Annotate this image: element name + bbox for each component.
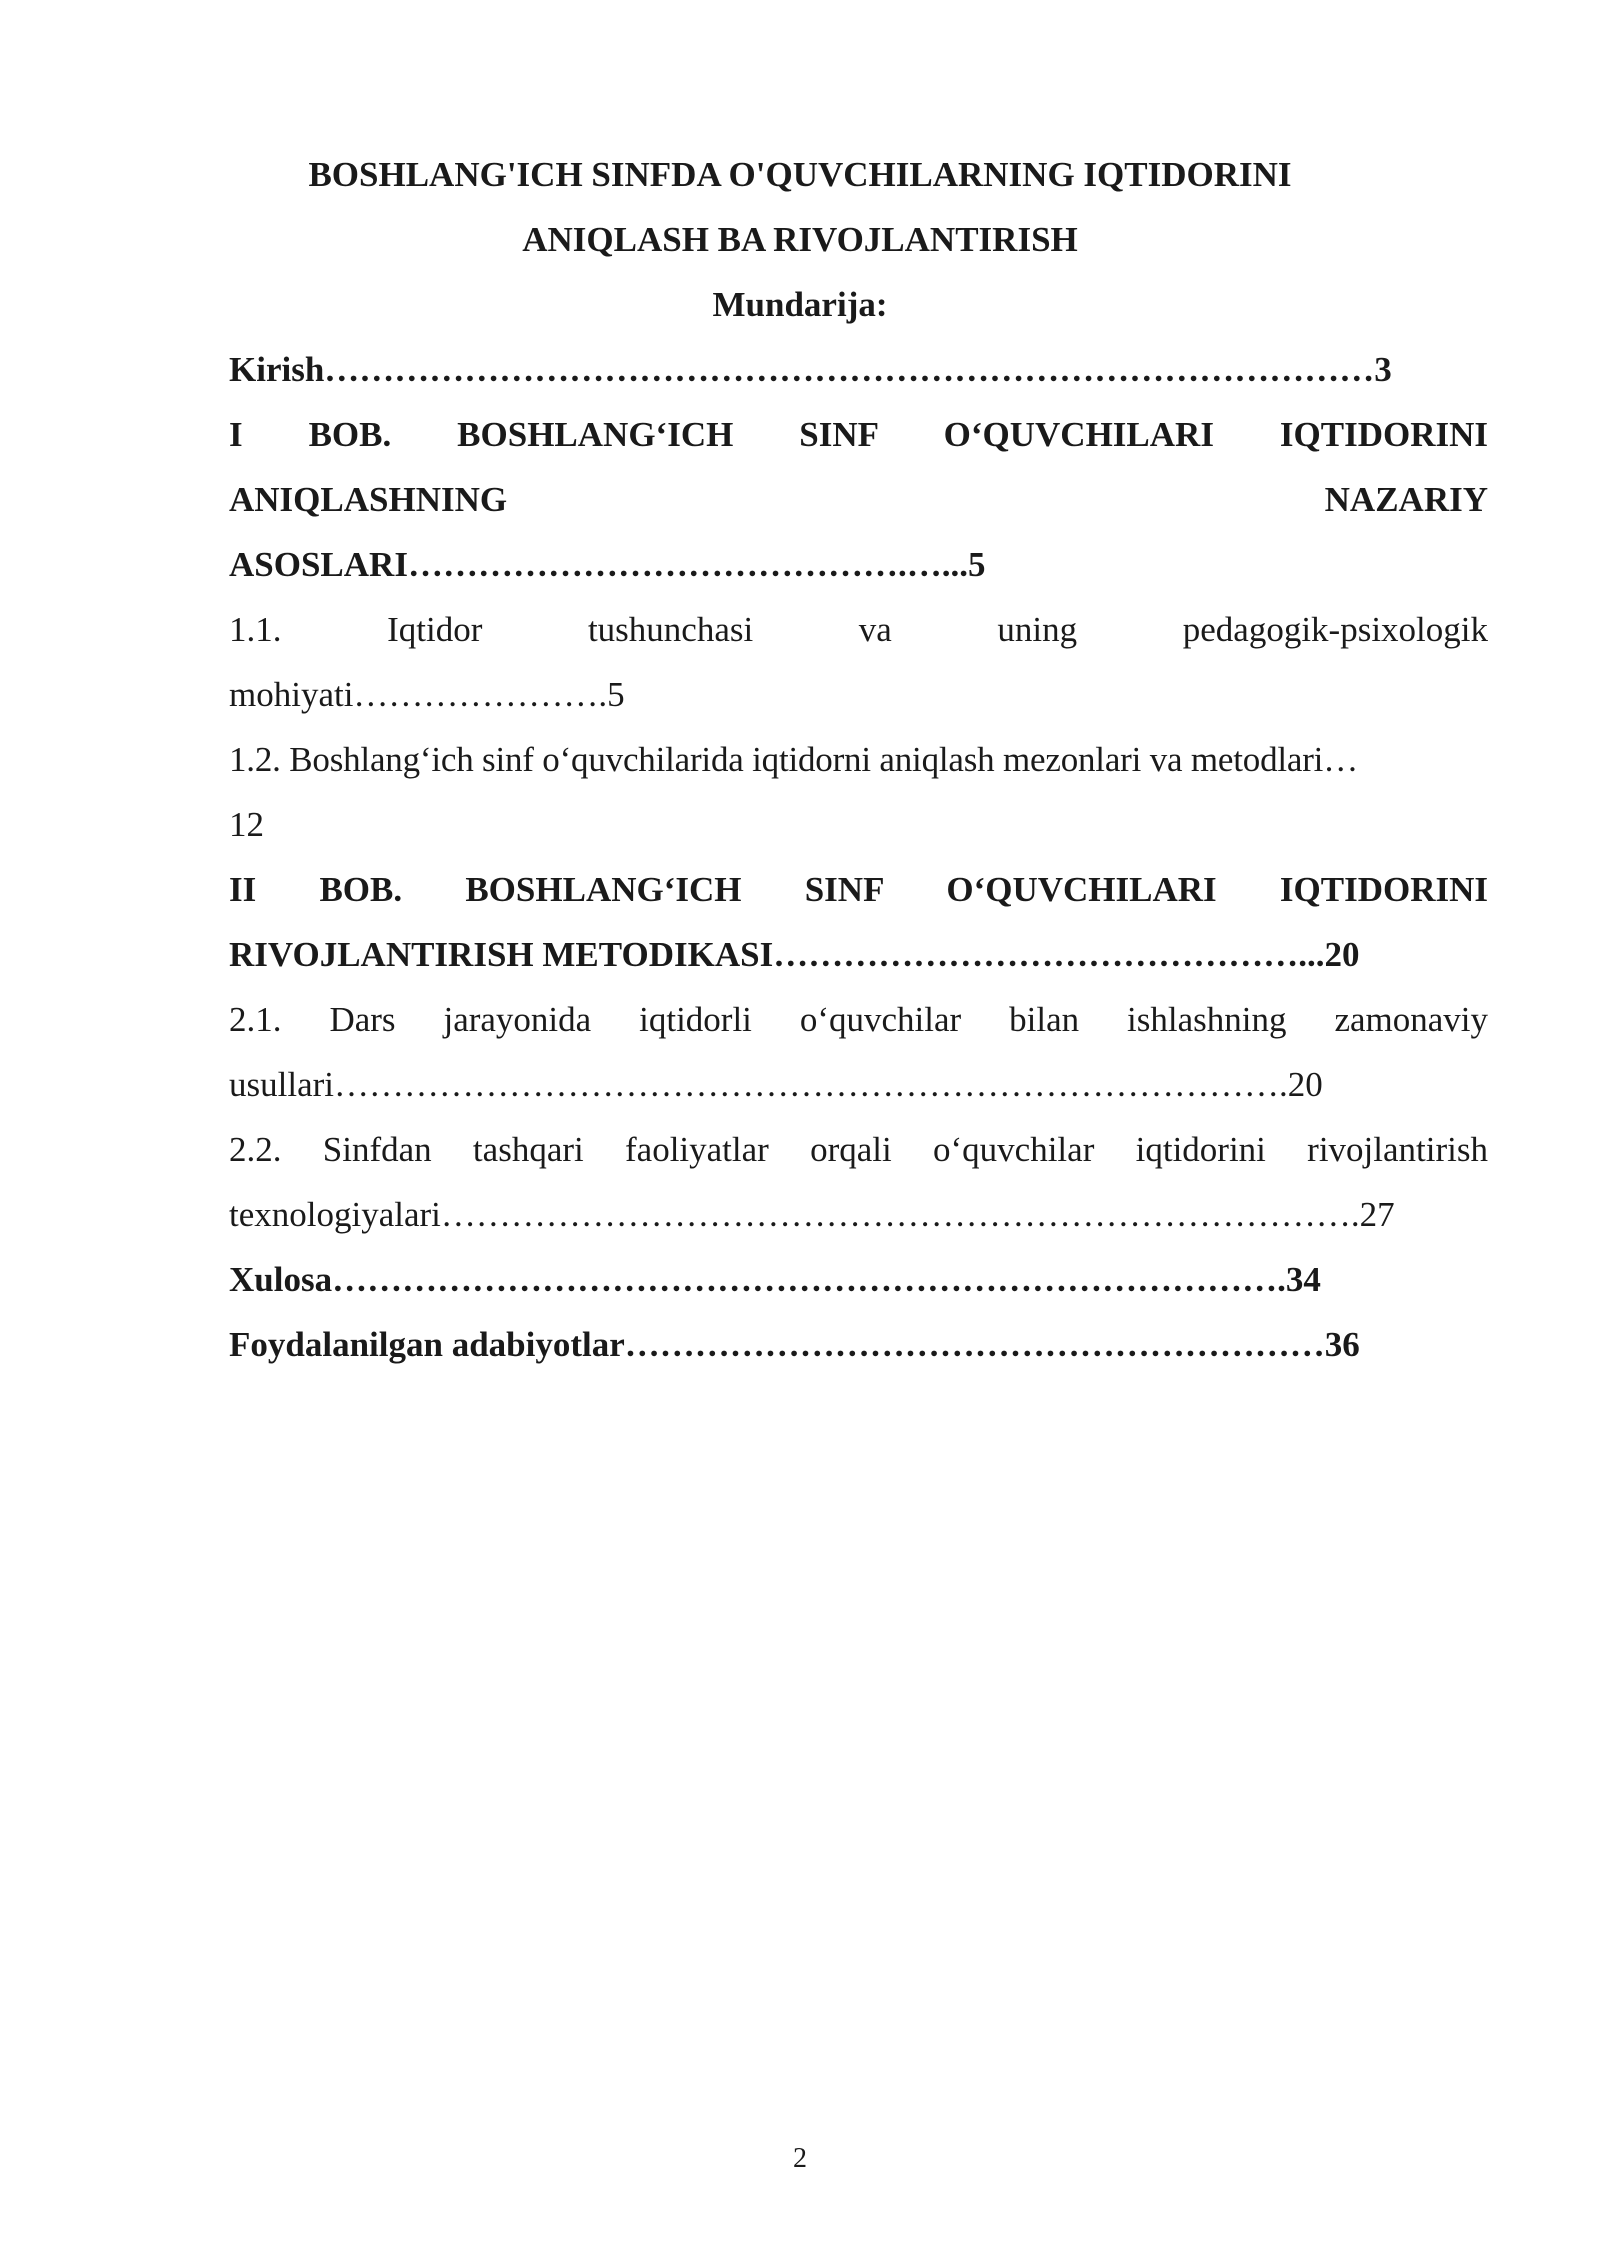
toc-section-1-1-line-1: 1.1. Iqtidor tushunchasi va uning pedagogik-psixologik (229, 610, 1488, 649)
toc-entry-kirish: Kirish………………………………………………………………………………3 (229, 350, 1392, 389)
toc-chapter-2-line-1: II BOB. BOSHLANG‘ICH SINF O‘QUVCHILARI IQTIDORINI (229, 870, 1488, 909)
toc-entry-xulosa: Xulosa……………………………………………………………………….34 (229, 1260, 1321, 1299)
toc-chapter-1-line-1: I BOB. BOSHLANG‘ICH SINF O‘QUVCHILARI IQTIDORINI (229, 415, 1488, 454)
toc-section-2-2-line-1: 2.2. Sinfdan tashqari faoliyatlar orqali o‘quvchilar iqtidorini rivojlantirish (229, 1130, 1488, 1169)
toc-chapter-1-line-2: ANIQLASHNING NAZARIY (229, 480, 1488, 519)
toc-entry-adabiyotlar: Foydalanilgan adabiyotlar……………………………………………………36 (229, 1325, 1360, 1364)
toc-chapter-1-line-3: ASOSLARI…………………………………….…...5 (229, 545, 986, 584)
toc-chapter-2-line-2: RIVOJLANTIRISH METODIKASI………………………………………...20 (229, 935, 1360, 974)
toc-section-2-1-line-1: 2.1. Dars jarayonida iqtidorli o‘quvchilar bilan ishlashning zamonaviy (229, 1000, 1488, 1039)
document-title-line-1: BOSHLANG'ICH SINFDA O'QUVCHILARNING IQTIDORINI (308, 155, 1292, 194)
toc-section-1-2-line-2: 12 (229, 805, 264, 844)
toc-section-2-2-line-2: texnologiyalari…………………………………………………………………….27 (229, 1195, 1395, 1234)
toc-section-1-1-line-2: mohiyati………………….5 (229, 675, 625, 714)
document-title-line-2: ANIQLASH BA RIVOJLANTIRISH (522, 220, 1078, 259)
toc-section-1-2-line-1: 1.2. Boshlang‘ich sinf o‘quvchilarida iqtidorni aniqlash mezonlari va metodlari… (229, 740, 1359, 779)
toc-section-2-1-line-2: usullari……………………………………………………………………….20 (229, 1065, 1323, 1104)
page-number: 2 (793, 2143, 807, 2174)
toc-heading: Mundarija: (712, 285, 888, 324)
